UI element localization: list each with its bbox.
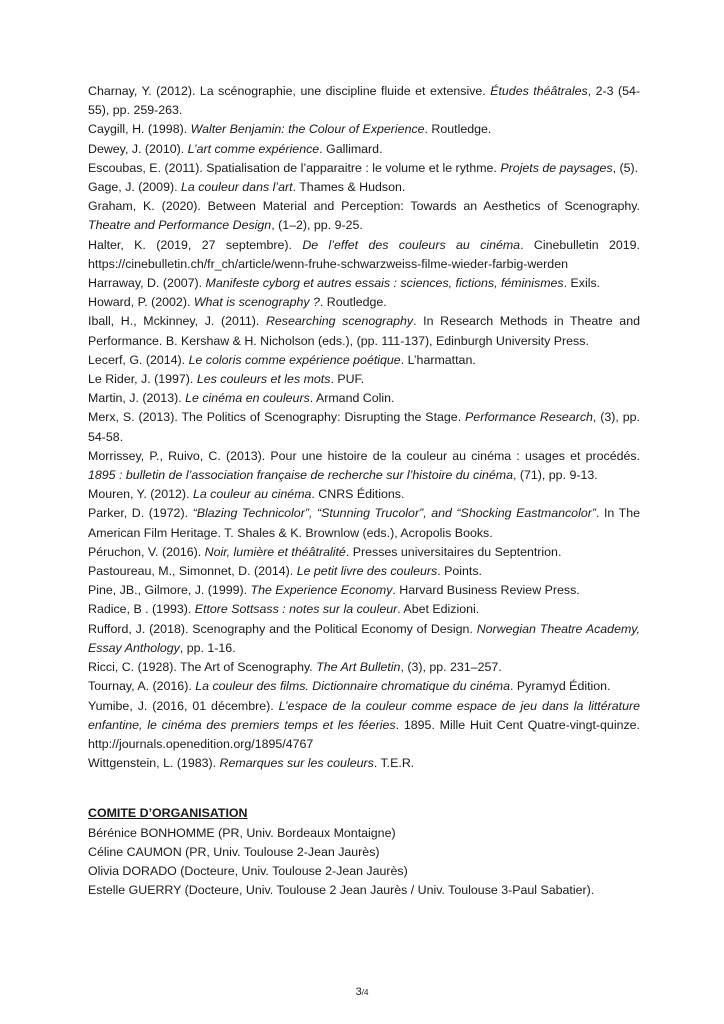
entry-details: , (5). [612, 160, 639, 175]
entry-details: , (3), pp. 231–257. [400, 660, 502, 675]
entry-text: Pastoureau, M., Simonnet, D. (2014). [88, 564, 297, 579]
bibliography-entry [88, 197, 640, 235]
entry-details: . Thames & Hudson. [292, 180, 406, 195]
entry-title: L’art comme expérience [187, 141, 320, 156]
entry-text: Graham, K. (2020). Between Material and Perception: Towards an Aesthetics of Scenography. [88, 199, 640, 214]
entry-details: . Cinebulletin 2019. https://cinebulletin.ch/fr_ch/article/wenn-fruhe-schwarzweiss-filme-wieder-farbig-werden [88, 237, 640, 271]
entry-details: . PUF. [330, 372, 365, 387]
entry-text: Harraway, D. (2007). [88, 276, 206, 291]
entry-title: La couleur dans l’art [180, 180, 293, 195]
entry-text: Parker, D. (1972). [88, 506, 193, 521]
page-number [0, 986, 724, 998]
page-total: /4 [361, 988, 369, 997]
entry-title: Manifeste cyborg et autres essais : sciences, fictions, féminismes [205, 276, 564, 291]
entry-title: “Blazing Technicolor”, “Stunning Trucolor”, and “Shocking Eastmancolor” [192, 506, 596, 521]
bibliography-entry [88, 447, 640, 485]
bibliography-entry [88, 178, 640, 197]
entry-text: Tournay, A. (2016). [88, 679, 196, 694]
entry-text: Iball, H., Mckinney, J. (2011). [88, 314, 266, 329]
committee-title: COMITE D’ORGANISATION [88, 806, 248, 821]
entry-text: Wittgenstein, L. (1983). [88, 756, 220, 771]
bibliography-entry [88, 293, 640, 312]
entry-details: . L’harmattan. [400, 352, 476, 367]
committee-member: Olivia DORADO (Docteure, Univ. Toulouse 2-Jean Jaurès) [88, 863, 408, 878]
entry-details: , (3), pp. 54-58. [88, 410, 640, 444]
bibliography-entry [88, 543, 640, 562]
entry-title: De l’effet des couleurs au cinéma [302, 237, 521, 252]
bibliography-entry [88, 677, 640, 696]
entry-title: Ettore Sottsass : notes sur la couleur [194, 602, 398, 617]
entry-title: Noir, lumière et théâtralité [204, 544, 346, 559]
organizing-committee [88, 804, 640, 900]
bibliography-entry [88, 120, 640, 139]
entry-text: Dewey, J. (2010). [88, 141, 188, 156]
entry-text: Radice, B . (1993). [88, 602, 195, 617]
entry-details: . Gallimard. [319, 141, 383, 156]
bibliography-entry [88, 620, 640, 658]
entry-details: . Routledge. [424, 122, 492, 137]
entry-details: . T.E.R. [373, 756, 415, 771]
bibliography-entry [88, 697, 640, 755]
entry-text: Charnay, Y. (2012). La scénographie, une discipline fluide et extensive. [88, 84, 491, 98]
entry-details: . Abet Edizioni. [397, 602, 480, 617]
entry-title: La couleur des films. Dictionnaire chromatique du cinéma [195, 679, 510, 694]
entry-details: . Points. [437, 564, 482, 579]
entry-text: Ricci, C. (1928). The Art of Scenography. [88, 660, 317, 675]
entry-details: , pp. 1-16. [179, 640, 236, 655]
entry-details: . In Research Methods in Theatre and Performance. B. Kershaw & H. Nicholson (eds.), (pp. 111-137), Edinburgh University Press. [88, 314, 640, 348]
bibliography-entry [88, 82, 640, 120]
entry-text: Martin, J. (2013). [88, 391, 186, 406]
entry-title: La couleur au cinéma [192, 487, 312, 502]
bibliography-entry [88, 312, 640, 350]
entry-title: Le cinéma en couleurs [185, 391, 310, 406]
entry-details: . CNRS Éditions. [311, 487, 405, 502]
bibliography-entry [88, 754, 640, 773]
bibliography-entry [88, 236, 640, 274]
entry-title: The Experience Economy [250, 583, 393, 598]
entry-details: , (1–2), pp. 9-25. [271, 218, 363, 233]
entry-text: Yumibe, J. (2016, 01 décembre). [88, 698, 279, 713]
entry-text: Mouren, Y. (2012). [88, 487, 193, 502]
entry-text: Pine, JB., Gilmore, J. (1999). [88, 583, 251, 598]
entry-text: Morrissey, P., Ruivo, C. (2013). Pour une histoire de la couleur au cinéma : usages et procédés. [88, 448, 640, 463]
entry-text: Lecerf, G. (2014). [88, 352, 189, 367]
bibliography-entry [88, 658, 640, 677]
bibliography-entry [88, 140, 640, 159]
entry-text: Halter, K. (2019, 27 septembre). [88, 237, 303, 252]
bibliography-entry [88, 485, 640, 504]
entry-title: Theatre and Performance Design [88, 218, 272, 233]
entry-text: Gage, J. (2009). [88, 180, 181, 195]
committee-member: Bérénice BONHOMME (PR, Univ. Bordeaux Montaigne) [88, 825, 396, 840]
entry-details: . Harvard Business Review Press. [392, 583, 580, 598]
bibliography-entry [88, 159, 640, 178]
entry-title: Walter Benjamin: the Colour of Experience [190, 122, 425, 137]
bibliography-entry [88, 562, 640, 581]
entry-title: L’espace de la couleur comme espace de jeu dans la littérature enfantine, le cinéma des premiers temps et les féeries [88, 698, 641, 732]
entry-title: The Art Bulletin [316, 660, 401, 675]
entry-text: Escoubas, E. (2011). Spatialisation de l’apparaitre : le volume et le rythme. [88, 160, 501, 175]
entry-title: What is scenography ? [193, 295, 320, 310]
entry-details: . In The American Film Heritage. T. Shales & K. Brownlow (eds.), Acropolis Books. [88, 506, 641, 540]
entry-details: , 2-3 (54-55), pp. 259-263. [88, 84, 640, 118]
entry-details: . Pyramyd Édition. [509, 679, 611, 694]
entry-text: Péruchon, V. (2016). [88, 544, 205, 559]
bibliography-entry [88, 581, 640, 600]
entry-details: . Armand Colin. [309, 391, 395, 406]
page-current: 3 [355, 986, 362, 998]
bibliography-entry [88, 600, 640, 619]
entry-details: . Presses universitaires du Septentrion. [345, 544, 562, 559]
entry-details: , (71), pp. 9-13. [512, 468, 598, 483]
bibliography-entry [88, 370, 640, 389]
entry-title: Études théâtrales [490, 84, 588, 98]
entry-title: Le coloris comme expérience poétique [188, 352, 401, 367]
committee-member: Céline CAUMON (PR, Univ. Toulouse 2-Jean Jaurès) [88, 844, 380, 859]
entry-title: Le petit livre des couleurs [296, 564, 438, 579]
entry-title: Remarques sur les couleurs [219, 756, 374, 771]
entry-title: Researching scenography [265, 314, 414, 329]
document-page [88, 82, 640, 900]
entry-details: . Exils. [563, 276, 601, 291]
entry-details: . 1895. Mille Huit Cent Quatre-vingt-quinze. http://journals.openedition.org/1895/4767 [88, 717, 640, 751]
bibliography-entry [88, 389, 640, 408]
committee-member: Estelle GUERRY (Docteure, Univ. Toulouse 2 Jean Jaurès / Univ. Toulouse 3-Paul Sabatier). [88, 883, 595, 898]
entry-title: 1895 : bulletin de l’association française de recherche sur l’histoire du cinéma [88, 468, 513, 483]
entry-text: Rufford, J. (2018). Scenography and the Political Economy of Design. [88, 621, 477, 636]
entry-details: . Routledge. [319, 295, 387, 310]
entry-text: Howard, P. (2002). [88, 295, 194, 310]
bibliography-entry [88, 351, 640, 370]
bibliography-entry [88, 274, 640, 293]
bibliography-entry [88, 408, 640, 446]
entry-text: Caygill, H. (1998). [88, 122, 191, 137]
entry-text: Merx, S. (2013). The Politics of Scenography: Disrupting the Stage. [88, 410, 466, 425]
entry-text: Le Rider, J. (1997). [88, 372, 197, 387]
entry-title: Les couleurs et les mots [196, 372, 331, 387]
bibliography-entry [88, 504, 640, 542]
entry-title: Performance Research [465, 410, 593, 425]
bibliography [88, 82, 640, 773]
entry-title: Projets de paysages [500, 160, 613, 175]
entry-title: Norwegian Theatre Academy, Essay Anthology [88, 621, 640, 655]
